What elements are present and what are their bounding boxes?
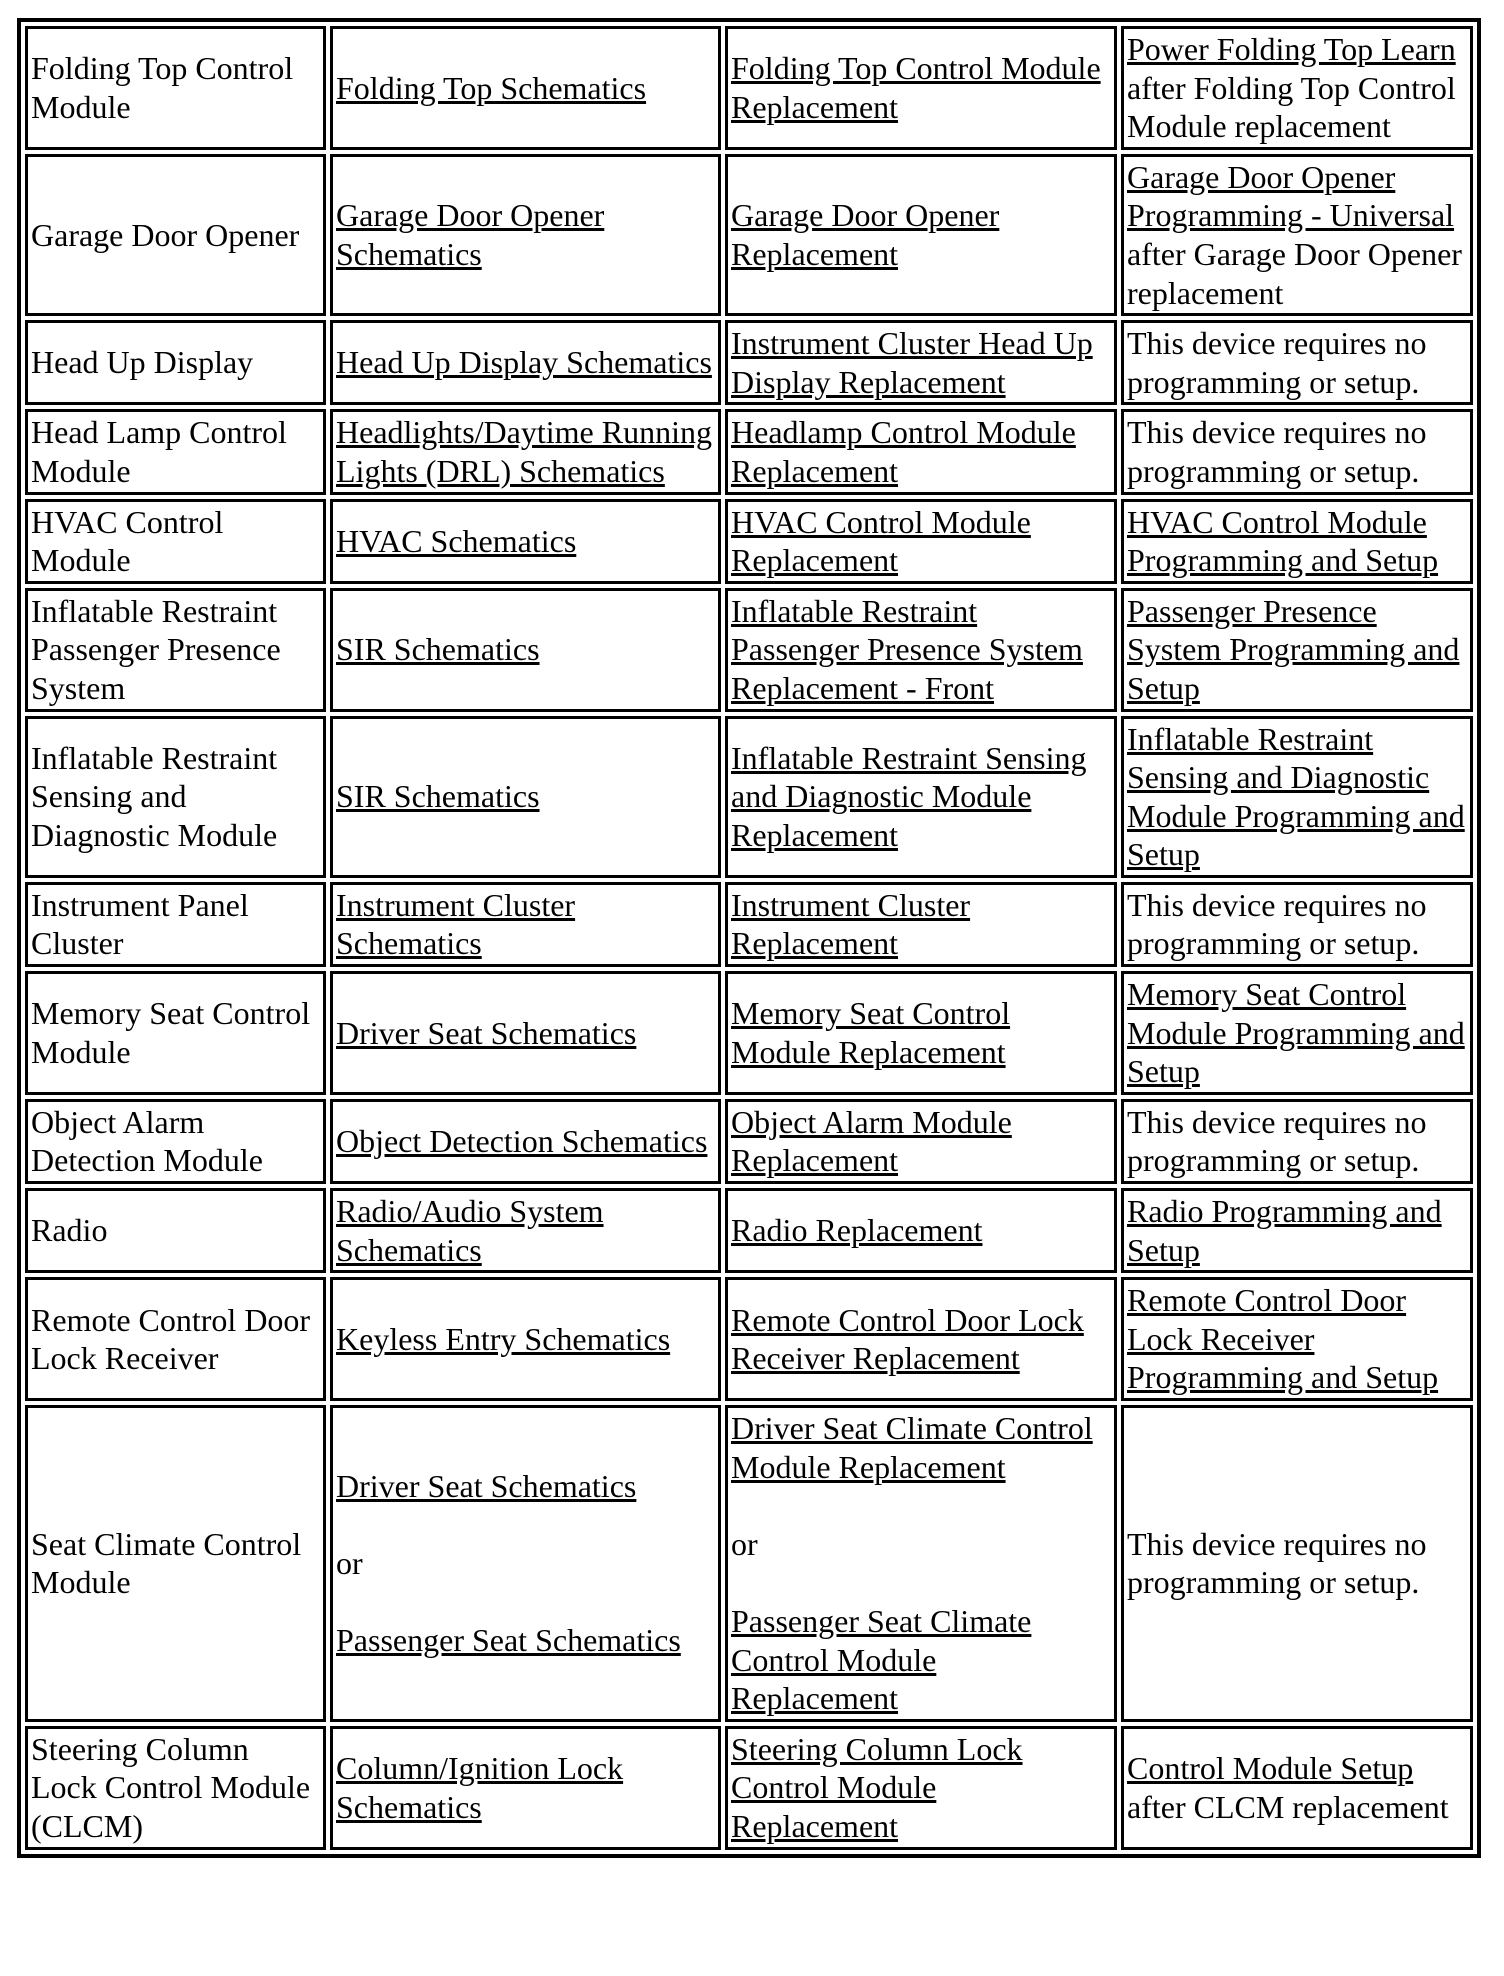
schematics-cell <box>330 320 721 405</box>
cell-paragraph <box>336 1192 715 1269</box>
module-cell <box>25 26 326 150</box>
cell-paragraph <box>1127 503 1467 580</box>
table-row <box>25 1405 1473 1722</box>
module-text: Seat Climate Control Module <box>31 1525 302 1601</box>
cell-paragraph <box>731 1730 1111 1846</box>
replacement-link[interactable]: HVAC Control Module Replacement <box>731 503 1031 579</box>
replacement-text: or <box>731 1525 758 1562</box>
programming-cell <box>1121 1277 1473 1401</box>
schematics-link[interactable]: Headlights/Daytime Running Lights (DRL) Schematics <box>336 414 712 489</box>
cell-paragraph <box>31 343 320 382</box>
programming-link[interactable]: Memory Seat Control Module Programming and Setup <box>1127 976 1465 1090</box>
cell-paragraph <box>1127 30 1467 146</box>
replacement-cell <box>725 716 1117 878</box>
programming-cell <box>1121 1405 1473 1722</box>
schematics-cell <box>330 1277 721 1401</box>
replacement-cell <box>725 409 1117 494</box>
module-text: Inflatable Restraint Sensing and Diagnostic Module <box>31 739 278 853</box>
cell-paragraph <box>731 1602 1111 1718</box>
table-row <box>25 409 1473 494</box>
schematics-link[interactable]: Head Up Display Schematics <box>336 344 712 381</box>
cell-paragraph <box>731 592 1111 708</box>
programming-text: This device requires no programming or setup. <box>1127 1103 1427 1179</box>
cell-paragraph <box>1127 720 1467 874</box>
cell-paragraph <box>31 994 320 1071</box>
module-text: Instrument Panel Cluster <box>31 886 249 962</box>
replacement-cell <box>725 882 1117 967</box>
replacement-cell <box>725 1405 1117 1722</box>
replacement-cell <box>725 588 1117 712</box>
cell-paragraph <box>336 886 715 963</box>
table-row <box>25 499 1473 584</box>
cell-paragraph <box>1127 975 1467 1091</box>
schematics-cell <box>330 1726 721 1850</box>
table-row <box>25 1726 1473 1850</box>
cell-paragraph <box>731 1409 1111 1486</box>
module-text: HVAC Control Module <box>31 503 224 579</box>
module-cell <box>25 499 326 584</box>
schematics-link[interactable]: Column/Ignition Lock Schematics <box>336 1750 624 1825</box>
schematics-cell <box>330 1188 721 1273</box>
programming-cell <box>1121 1188 1473 1273</box>
schematics-link[interactable]: Driver Seat Schematics <box>336 1467 637 1504</box>
programming-text: This device requires no programming or setup. <box>1127 325 1427 400</box>
replacement-cell <box>725 1726 1117 1850</box>
replacement-link[interactable]: Radio Replacement <box>731 1212 983 1249</box>
schematics-link[interactable]: HVAC Schematics <box>336 522 577 559</box>
replacement-link[interactable]: Driver Seat Climate Control Module Replacement <box>731 1410 1093 1485</box>
cell-paragraph <box>1127 1749 1467 1826</box>
replacement-link[interactable]: Remote Control Door Lock Receiver Replacement <box>731 1301 1084 1377</box>
cell-paragraph <box>31 886 320 963</box>
programming-cell <box>1121 588 1473 712</box>
replacement-cell <box>725 499 1117 584</box>
cell-paragraph <box>1127 413 1467 490</box>
replacement-link[interactable]: Inflatable Restraint Sensing and Diagnostic Module Replacement <box>731 739 1087 853</box>
schematics-link[interactable]: Passenger Seat Schematics <box>336 1622 681 1659</box>
cell-paragraph <box>336 69 715 108</box>
cell-paragraph <box>31 1103 320 1180</box>
programming-text: after CLCM replacement <box>1127 1788 1449 1825</box>
table-row <box>25 1277 1473 1401</box>
cell-paragraph <box>1127 1192 1467 1269</box>
replacement-cell <box>725 1099 1117 1184</box>
cell-paragraph <box>31 49 320 126</box>
cell-paragraph <box>1127 886 1467 963</box>
cell-paragraph <box>1127 1103 1467 1180</box>
cell-paragraph <box>731 1525 1111 1564</box>
schematics-link[interactable]: Folding Top Schematics <box>336 69 647 106</box>
replacement-cell <box>725 971 1117 1095</box>
cell-paragraph <box>731 49 1111 126</box>
replacement-link[interactable]: Garage Door Opener Replacement <box>731 197 1000 272</box>
programming-cell <box>1121 971 1473 1095</box>
replacement-link[interactable]: Instrument Cluster Head Up Display Replacement <box>731 325 1093 400</box>
cell-paragraph <box>31 1525 320 1602</box>
cell-paragraph <box>336 522 715 561</box>
module-text: Head Lamp Control Module <box>31 414 287 489</box>
table-row <box>25 1188 1473 1273</box>
module-cell <box>25 1099 326 1184</box>
replacement-link[interactable]: Inflatable Restraint Passenger Presence System Replacement - Front <box>731 592 1083 706</box>
replacement-link[interactable]: Passenger Seat Climate Control Module Replacement <box>731 1602 1032 1717</box>
module-cell <box>25 320 326 405</box>
cell-paragraph <box>731 324 1111 401</box>
table-body <box>25 26 1473 1850</box>
programming-link[interactable]: Control Module Setup <box>1127 1750 1414 1787</box>
cell-paragraph <box>1127 1281 1467 1397</box>
programming-text: This device requires no programming or setup. <box>1127 1525 1427 1601</box>
module-cell <box>25 1277 326 1401</box>
schematics-cell <box>330 716 721 878</box>
module-text: Object Alarm Detection Module <box>31 1103 263 1179</box>
module-cell <box>25 409 326 494</box>
module-text: Head Up Display <box>31 344 254 381</box>
cell-paragraph <box>31 216 320 255</box>
module-text: Memory Seat Control Module <box>31 995 311 1070</box>
schematics-cell <box>330 26 721 150</box>
programming-text: after Folding Top Control Module replacement <box>1127 69 1456 145</box>
programming-cell <box>1121 1099 1473 1184</box>
table-row <box>25 588 1473 712</box>
cell-paragraph <box>336 630 715 669</box>
programming-cell <box>1121 26 1473 150</box>
cell-paragraph <box>336 1320 715 1359</box>
cell-paragraph <box>1127 158 1467 312</box>
table-row <box>25 882 1473 967</box>
schematics-link[interactable]: Garage Door Opener Schematics <box>336 197 605 272</box>
cell-paragraph <box>336 777 715 816</box>
replacement-cell <box>725 1188 1117 1273</box>
programming-text: This device requires no programming or setup. <box>1127 886 1427 962</box>
schematics-cell <box>330 1099 721 1184</box>
cell-paragraph <box>31 1301 320 1378</box>
schematics-cell <box>330 409 721 494</box>
table-row <box>25 971 1473 1095</box>
cell-paragraph <box>1127 1525 1467 1602</box>
table-row <box>25 26 1473 150</box>
module-text: Garage Door Opener <box>31 216 300 253</box>
programming-link[interactable]: Radio Programming and Setup <box>1127 1193 1442 1268</box>
cell-paragraph <box>731 196 1111 273</box>
programming-link[interactable]: Remote Control Door Lock Receiver Programming and Setup <box>1127 1282 1439 1396</box>
module-cell <box>25 154 326 316</box>
module-cell <box>25 882 326 967</box>
cell-paragraph <box>731 503 1111 580</box>
cell-paragraph <box>31 503 320 580</box>
table-row <box>25 716 1473 878</box>
schematics-cell <box>330 882 721 967</box>
programming-cell <box>1121 716 1473 878</box>
cell-paragraph <box>336 1544 715 1583</box>
replacement-link[interactable]: Headlamp Control Module Replacement <box>731 414 1076 489</box>
programming-cell <box>1121 499 1473 584</box>
module-text: Steering Column Lock Control Module (CLCM) <box>31 1730 311 1844</box>
cell-paragraph <box>31 1211 320 1250</box>
cell-paragraph <box>731 886 1111 963</box>
schematics-link[interactable]: SIR Schematics <box>336 778 540 815</box>
schematics-link[interactable]: SIR Schematics <box>336 631 540 668</box>
replacement-link[interactable]: Memory Seat Control Module Replacement <box>731 995 1011 1070</box>
table-row <box>25 154 1473 316</box>
programming-link[interactable]: Garage Door Opener Programming - Universal <box>1127 158 1455 234</box>
replacement-cell <box>725 154 1117 316</box>
module-cell <box>25 1726 326 1850</box>
cell-paragraph <box>31 413 320 490</box>
schematics-cell <box>330 588 721 712</box>
programming-cell <box>1121 882 1473 967</box>
module-cell <box>25 971 326 1095</box>
cell-paragraph <box>731 1211 1111 1250</box>
schematics-text: or <box>336 1545 363 1582</box>
cell-paragraph <box>336 413 715 490</box>
module-cell <box>25 1405 326 1722</box>
schematics-cell <box>330 971 721 1095</box>
programming-link[interactable]: HVAC Control Module Programming and Setup <box>1127 503 1439 579</box>
module-service-table <box>17 18 1481 1858</box>
module-text: Remote Control Door Lock Receiver <box>31 1301 311 1377</box>
programming-link[interactable]: Passenger Presence System Programming and Setup <box>1127 592 1460 706</box>
schematics-link[interactable]: Instrument Cluster Schematics <box>336 886 576 962</box>
table-row <box>25 320 1473 405</box>
module-text: Folding Top Control Module <box>31 50 294 125</box>
module-text: Radio <box>31 1212 108 1249</box>
programming-text: after Garage Door Opener replacement <box>1127 235 1462 311</box>
cell-paragraph <box>336 1621 715 1660</box>
schematics-link[interactable]: Object Detection Schematics <box>336 1123 708 1160</box>
cell-paragraph <box>31 1730 320 1846</box>
cell-paragraph <box>31 739 320 855</box>
cell-paragraph <box>731 1103 1111 1180</box>
cell-paragraph <box>336 343 715 382</box>
module-text: Inflatable Restraint Passenger Presence System <box>31 592 281 706</box>
schematics-link[interactable]: Driver Seat Schematics <box>336 1014 637 1051</box>
schematics-link[interactable]: Keyless Entry Schematics <box>336 1320 671 1357</box>
cell-paragraph <box>1127 592 1467 708</box>
replacement-link[interactable]: Folding Top Control Module Replacement <box>731 50 1101 125</box>
replacement-cell <box>725 320 1117 405</box>
cell-paragraph <box>31 592 320 708</box>
programming-cell <box>1121 154 1473 316</box>
replacement-cell <box>725 26 1117 150</box>
schematics-cell <box>330 499 721 584</box>
programming-text: This device requires no programming or setup. <box>1127 414 1427 489</box>
replacement-link[interactable]: Steering Column Lock Control Module Replacement <box>731 1730 1023 1844</box>
schematics-link[interactable]: Radio/Audio System Schematics <box>336 1193 604 1268</box>
programming-cell <box>1121 1726 1473 1850</box>
cell-paragraph <box>731 994 1111 1071</box>
module-cell <box>25 588 326 712</box>
schematics-cell <box>330 1405 721 1722</box>
programming-link[interactable]: Inflatable Restraint Sensing and Diagnostic Module Programming and Setup <box>1127 720 1465 873</box>
module-cell <box>25 1188 326 1273</box>
cell-paragraph <box>336 196 715 273</box>
cell-paragraph <box>336 1122 715 1161</box>
programming-link[interactable]: Power Folding Top Learn <box>1127 31 1456 67</box>
schematics-cell <box>330 154 721 316</box>
replacement-link[interactable]: Instrument Cluster Replacement <box>731 886 971 962</box>
cell-paragraph <box>731 739 1111 855</box>
replacement-link[interactable]: Object Alarm Module Replacement <box>731 1103 1012 1179</box>
module-cell <box>25 716 326 878</box>
cell-paragraph <box>336 1014 715 1053</box>
cell-paragraph <box>1127 324 1467 401</box>
programming-cell <box>1121 409 1473 494</box>
cell-paragraph <box>336 1749 715 1826</box>
table-row <box>25 1099 1473 1184</box>
programming-cell <box>1121 320 1473 405</box>
cell-paragraph <box>731 1301 1111 1378</box>
cell-paragraph <box>731 413 1111 490</box>
replacement-cell <box>725 1277 1117 1401</box>
cell-paragraph <box>336 1467 715 1506</box>
